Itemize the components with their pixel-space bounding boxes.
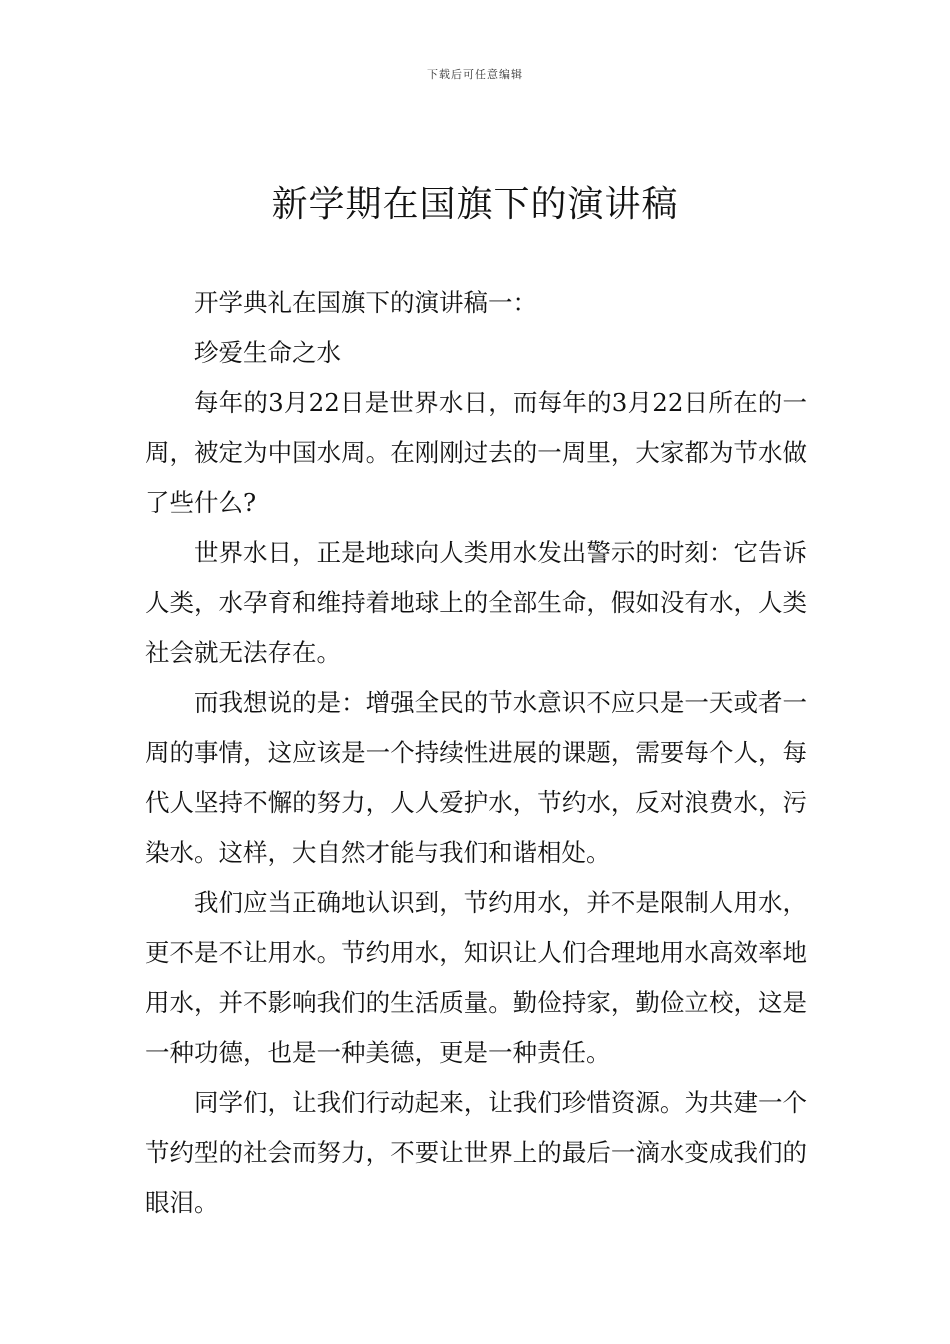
paragraph-topic: 珍爱生命之水 <box>194 338 341 367</box>
paragraph: 世界水日，正是地球向人类用水发出警示的时刻：它告诉人类，水孕育和维持着地球上的全部生命，假如没有水，人类社会就无法存在。 <box>145 538 807 667</box>
paragraph: 而我想说的是：增强全民的节水意识不应只是一天或者一周的事情，这应该是一个持续性进展的课题，需要每个人，每代人坚持不懈的努力，人人爱护水，节约水，反对浪费水，污染水。这样，大自然才能与我们和谐相处。 <box>145 688 807 867</box>
document-body <box>145 278 807 1228</box>
paragraph: 我们应当正确地认识到，节约用水，并不是限制人用水，更不是不让用水。节约用水，知识让人们合理地用水高效率地用水，并不影响我们的生活质量。勤俭持家，勤俭立校，这是一种功德，也是一种美德，更是一种责任。 <box>145 888 807 1067</box>
header-note: 下载后可任意编辑 <box>427 68 523 81</box>
paragraph-subtitle: 开学典礼在国旗下的演讲稿一： <box>194 288 537 317</box>
paragraph: 同学们，让我们行动起来，让我们珍惜资源。为共建一个节约型的社会而努力，不要让世界上的最后一滴水变成我们的眼泪。 <box>145 1088 807 1217</box>
document-title: 新学期在国旗下的演讲稿 <box>271 184 679 225</box>
paragraph: 每年的3月22日是世界水日，而每年的3月22日所在的一周，被定为中国水周。在刚刚过去的一周里，大家都为节水做了些什么? <box>145 388 807 517</box>
